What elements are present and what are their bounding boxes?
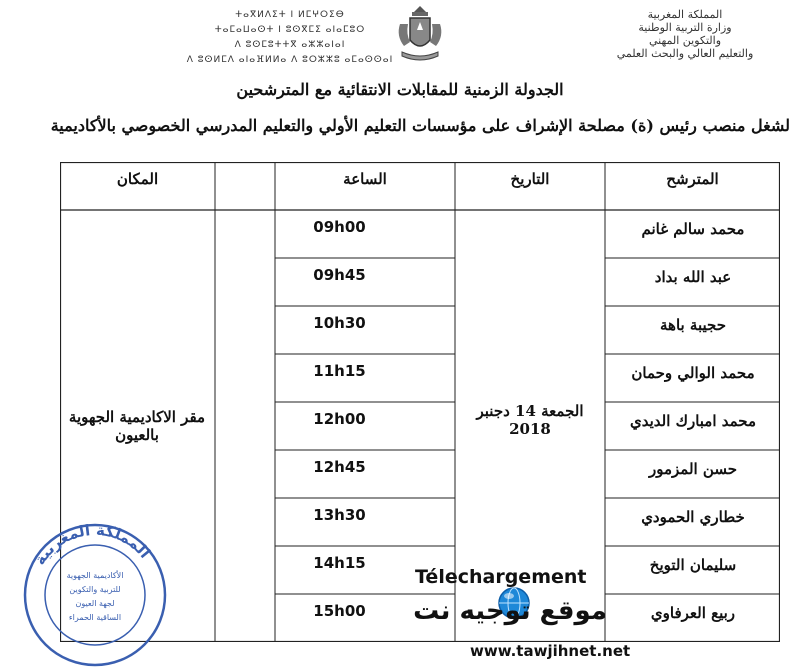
header-arabic-line: وزارة التربية الوطنية	[638, 21, 732, 34]
coat-of-arms-icon	[392, 2, 448, 66]
stamp-inner-line: الأكاديمية الجهوية	[66, 571, 124, 580]
interview-time: 15h00	[313, 602, 366, 620]
header-arabic-line: والتعليم العالي والبحث العلمي	[616, 47, 754, 60]
header-time: الساعة	[343, 170, 387, 188]
interview-time: 11h15	[313, 362, 366, 380]
candidate-name: حجيبة باهة	[660, 316, 726, 334]
interview-time: 12h00	[313, 410, 366, 428]
date-value: الجمعة 14 دجنبر 2018	[476, 402, 584, 438]
header-amazigh-line: ⵜⴰⵎⴰⵡⴰⵙⵜ ⵏ ⵓⵙⴳⵎⵉ ⴰⵏⴰⵎⵓⵔ	[214, 25, 366, 35]
watermark-url[interactable]: www.tawjihnet.net	[470, 642, 631, 660]
page-title: الجدولة الزمنية للمقابلات الانتقائية مع المترشحين	[236, 80, 564, 99]
header-arabic	[585, 8, 785, 60]
stamp-inner-line: للتربية والتكوين	[69, 585, 121, 594]
header-candidate: المترشح	[666, 170, 719, 188]
official-stamp	[20, 520, 170, 670]
place-value: مقر الاكاديمية الجهوية بالعيون	[68, 408, 206, 444]
stamp-inner-line: لجهة العيون	[75, 599, 115, 608]
candidate-name: سليمان التويخ	[649, 556, 737, 574]
header-place: المكان	[116, 170, 159, 188]
header-arabic-line: المملكة المغربية	[647, 8, 723, 21]
interview-time: 10h30	[313, 314, 366, 332]
stamp-inner-line: الساقية الحمراء	[68, 613, 122, 622]
page-subtitle: لشغل منصب رئيس (ة) مصلحة الإشراف على مؤسسات التعليم الأولي والتعليم المدرسي الخصوصي بالأكاديمية	[50, 116, 790, 135]
header-amazigh-line: ⴷ ⵓⵙⵍⵎⴷ ⴰⵏⴰⴼⵍⵍⴰ ⴷ ⵓⵔⵣⵣⵓ ⴰⵎⴰⵙⵙⴰⵏ	[186, 55, 394, 65]
candidate-name: حسن المزمور	[648, 460, 737, 478]
watermark-telechargement: Télechargement	[415, 566, 587, 588]
interview-time: 14h15	[313, 554, 366, 572]
header-date: التاريخ	[510, 170, 550, 188]
interview-time: 09h00	[313, 218, 366, 236]
candidate-name: ربيع العرفاوي	[650, 604, 736, 622]
header-amazigh-line: ⵜⴰⴳⵍⴷⵉⵜ ⵏ ⵍⵎⵖⵔⵉⴱ	[235, 10, 345, 20]
candidate-name: خطاري الحمودي	[641, 508, 745, 526]
candidate-name: محمد الوالي وحمان	[631, 364, 755, 382]
candidate-name: محمد سالم غانم	[641, 220, 745, 238]
header-amazigh-line: ⴷ ⵓⵙⵎⵓⵜⵜⴳ ⴰⵣⵣⴰⵏⴰⵏ	[234, 40, 346, 50]
candidate-name: محمد امبارك الديدي	[629, 412, 756, 430]
header-amazigh	[170, 8, 410, 68]
candidate-name: عبد الله بداد	[654, 268, 732, 286]
watermark-site-name: موقع توجيه نت	[413, 596, 607, 626]
interview-time: 09h45	[313, 266, 366, 284]
header-arabic-line: والتكوين المهني	[648, 34, 722, 47]
stamp-outer-text: المملكة المغربية	[30, 520, 154, 569]
interview-time: 12h45	[313, 458, 366, 476]
interview-time: 13h30	[313, 506, 366, 524]
